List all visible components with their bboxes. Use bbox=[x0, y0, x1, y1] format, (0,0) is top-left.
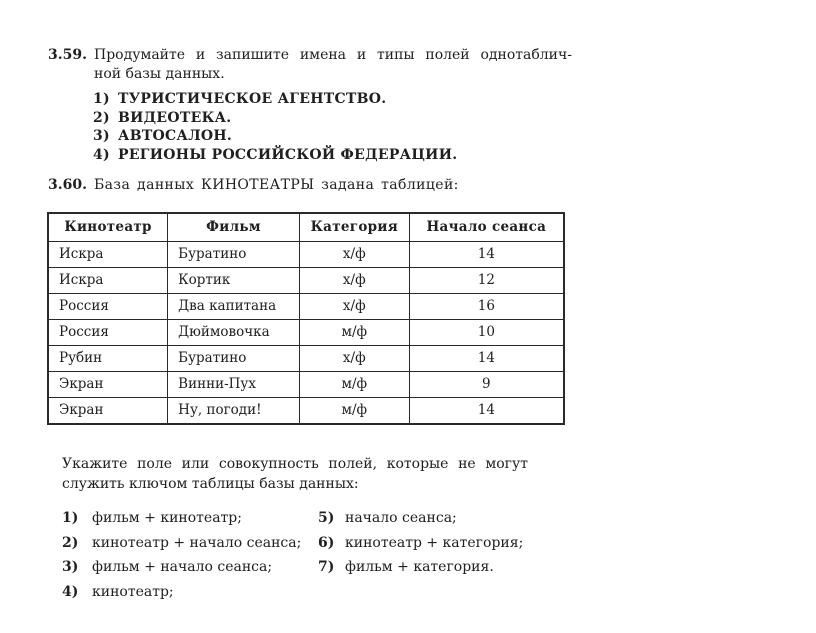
table-row bbox=[48, 346, 564, 372]
option-text: кинотеатр; bbox=[92, 583, 174, 600]
table-row bbox=[48, 320, 564, 346]
option-item bbox=[318, 555, 523, 580]
exercise-number: 3.60. bbox=[48, 177, 87, 193]
option-number: 6) bbox=[318, 534, 335, 551]
table-cell: м/ф bbox=[299, 320, 409, 346]
table-cell: Экран bbox=[48, 398, 168, 425]
options-column-left bbox=[62, 506, 301, 604]
table-cell: Буратино bbox=[168, 242, 300, 268]
option-item bbox=[62, 531, 301, 556]
exercise-359-statement bbox=[48, 46, 572, 84]
table-cell: Искра bbox=[48, 268, 168, 294]
list-item-text: РЕГИОНЫ РОССИЙСКОЙ ФЕДЕРАЦИИ. bbox=[118, 146, 458, 163]
table-cell: Винни-Пух bbox=[168, 372, 300, 398]
option-item bbox=[62, 580, 301, 605]
option-item bbox=[318, 506, 523, 531]
option-text: кинотеатр + начало сеанса; bbox=[92, 534, 302, 551]
option-number: 5) bbox=[318, 510, 335, 526]
statement-line: ной базы данных. bbox=[93, 66, 225, 82]
table-cell: 14 bbox=[409, 398, 564, 425]
list-item bbox=[93, 109, 457, 128]
option-text: фильм + категория. bbox=[345, 559, 494, 575]
table-cell: х/ф bbox=[299, 268, 409, 294]
table-cell: 10 bbox=[409, 320, 564, 346]
list-item-number: 1) bbox=[93, 91, 110, 107]
table-header-cell: Категория bbox=[299, 213, 409, 242]
list-item-text: ТУРИСТИЧЕСКОЕ АГЕНТСТВО. bbox=[118, 91, 387, 107]
table-cell: х/ф bbox=[299, 346, 409, 372]
option-text: начало сеанса; bbox=[345, 510, 457, 526]
option-number: 7) bbox=[318, 559, 335, 575]
exercise-number: 3.59. bbox=[48, 47, 87, 63]
table-cell: Россия bbox=[48, 294, 168, 320]
statement-line: Продумайте и запишите имена и типы полей однотаблич- bbox=[93, 47, 572, 63]
table-row bbox=[48, 268, 564, 294]
table-header-cell: Начало сеанса bbox=[409, 213, 564, 242]
table-cell: 12 bbox=[409, 268, 564, 294]
table-cell: Два капитана bbox=[168, 294, 300, 320]
exercise-statement bbox=[94, 46, 572, 84]
list-item bbox=[93, 90, 457, 109]
table-header-cell: Фильм bbox=[168, 213, 300, 242]
cinema-database-table bbox=[47, 212, 565, 425]
option-number: 3) bbox=[62, 559, 79, 575]
option-item bbox=[62, 555, 301, 580]
table-cell: Экран bbox=[48, 372, 168, 398]
table-cell: 14 bbox=[409, 242, 564, 268]
option-number: 1) bbox=[62, 510, 79, 526]
option-item bbox=[62, 506, 301, 531]
table-cell: Дюймовочка bbox=[168, 320, 300, 346]
option-text: фильм + начало сеанса; bbox=[92, 559, 273, 575]
table-cell: Буратино bbox=[168, 346, 300, 372]
table-row bbox=[48, 294, 564, 320]
question-line: Укажите поле или совокупность полей, которые не могут bbox=[62, 456, 528, 472]
table-cell: м/ф bbox=[299, 372, 409, 398]
table-cell: Искра bbox=[48, 242, 168, 268]
list-item-number: 4) bbox=[93, 146, 110, 163]
question-line: служить ключом таблицы базы данных: bbox=[62, 476, 359, 492]
option-number: 4) bbox=[62, 583, 79, 600]
table-cell: Россия bbox=[48, 320, 168, 346]
exercise-statement: База данных КИНОТЕАТРЫ задана таблицей: bbox=[93, 177, 459, 193]
table-cell: Рубин bbox=[48, 346, 168, 372]
table-cell: 16 bbox=[409, 294, 564, 320]
list-item bbox=[93, 146, 457, 165]
database-name-list bbox=[93, 90, 457, 164]
list-item-text: АВТОСАЛОН. bbox=[118, 128, 233, 144]
option-number: 2) bbox=[62, 534, 79, 551]
option-text: фильм + кинотеатр; bbox=[92, 510, 242, 526]
option-item bbox=[318, 531, 523, 556]
options-column-right bbox=[318, 506, 523, 580]
table-header-cell: Кинотеатр bbox=[48, 213, 168, 242]
table-cell: 14 bbox=[409, 346, 564, 372]
table-row bbox=[48, 372, 564, 398]
table-row bbox=[48, 398, 564, 425]
option-text: кинотеатр + категория; bbox=[345, 534, 524, 551]
exercise-360-statement bbox=[48, 176, 572, 195]
list-item-text: ВИДЕОТЕКА. bbox=[118, 109, 232, 126]
table-cell: 9 bbox=[409, 372, 564, 398]
table-cell: Кортик bbox=[168, 268, 300, 294]
list-item-number: 2) bbox=[93, 109, 110, 126]
table-row bbox=[48, 242, 564, 268]
table-cell: х/ф bbox=[299, 242, 409, 268]
list-item-number: 3) bbox=[93, 128, 110, 144]
table-cell: Ну, погоди! bbox=[168, 398, 300, 425]
table-cell: м/ф bbox=[299, 398, 409, 425]
list-item bbox=[93, 127, 457, 146]
table-header-row bbox=[48, 213, 564, 242]
table-cell: х/ф bbox=[299, 294, 409, 320]
key-field-question bbox=[62, 454, 528, 494]
